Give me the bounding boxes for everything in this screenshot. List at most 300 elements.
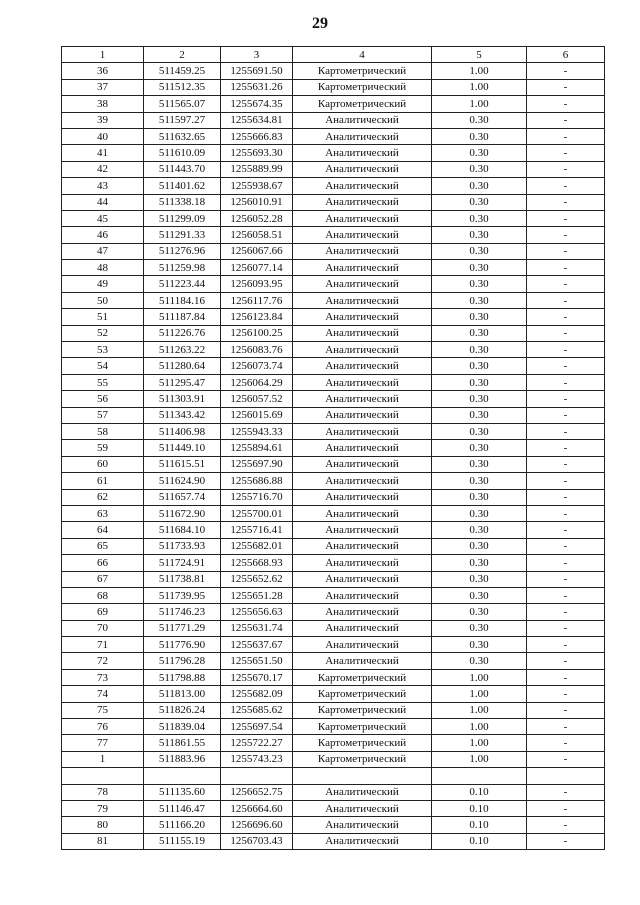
x-coordinate-cell: 511746.23 [144, 604, 221, 620]
y-coordinate-cell: 1256100.25 [221, 325, 293, 341]
x-coordinate-cell: 511657.74 [144, 489, 221, 505]
x-coordinate-cell: 511146.47 [144, 800, 221, 816]
accuracy-cell: 0.30 [432, 227, 527, 243]
table-row [62, 342, 605, 358]
accuracy-cell: 0.30 [432, 210, 527, 226]
table-row [62, 112, 605, 128]
point-number-cell: 65 [62, 538, 144, 554]
table-row [62, 751, 605, 767]
table-row [62, 522, 605, 538]
y-coordinate-cell: 1256093.95 [221, 276, 293, 292]
note-cell: - [527, 735, 605, 751]
table-header [62, 47, 605, 63]
method-cell: Аналитический [293, 358, 432, 374]
accuracy-cell: 1.00 [432, 79, 527, 95]
point-number-cell: 50 [62, 292, 144, 308]
method-cell: Аналитический [293, 538, 432, 554]
method-cell: Аналитический [293, 292, 432, 308]
y-coordinate-cell: 1256696.60 [221, 817, 293, 833]
y-coordinate-cell: 1255697.90 [221, 456, 293, 472]
point-number-cell: 73 [62, 669, 144, 685]
point-number-cell: 74 [62, 686, 144, 702]
method-cell: Аналитический [293, 161, 432, 177]
y-coordinate-cell: 1255634.81 [221, 112, 293, 128]
note-cell: - [527, 423, 605, 439]
accuracy-cell: 1.00 [432, 735, 527, 751]
accuracy-cell: 0.30 [432, 440, 527, 456]
accuracy-cell: 1.00 [432, 751, 527, 767]
x-coordinate-cell: 511796.28 [144, 653, 221, 669]
accuracy-cell: 0.30 [432, 620, 527, 636]
method-cell: Аналитический [293, 587, 432, 603]
x-coordinate-cell: 511338.18 [144, 194, 221, 210]
y-coordinate-cell: 1255652.62 [221, 571, 293, 587]
accuracy-cell [432, 768, 527, 784]
method-cell: Картометрический [293, 669, 432, 685]
point-number-cell: 36 [62, 63, 144, 79]
x-coordinate-cell: 511443.70 [144, 161, 221, 177]
note-cell: - [527, 489, 605, 505]
x-coordinate-cell: 511861.55 [144, 735, 221, 751]
note-cell: - [527, 505, 605, 521]
table-row [62, 194, 605, 210]
y-coordinate-cell: 1255674.35 [221, 96, 293, 112]
method-cell: Аналитический [293, 210, 432, 226]
y-coordinate-cell: 1255637.67 [221, 637, 293, 653]
point-number-cell: 48 [62, 260, 144, 276]
x-coordinate-cell [144, 768, 221, 784]
y-coordinate-cell: 1255651.50 [221, 653, 293, 669]
note-cell: - [527, 309, 605, 325]
y-coordinate-cell: 1256058.51 [221, 227, 293, 243]
x-coordinate-cell: 511226.76 [144, 325, 221, 341]
table-row [62, 391, 605, 407]
x-coordinate-cell: 511263.22 [144, 342, 221, 358]
note-cell: - [527, 653, 605, 669]
accuracy-cell: 0.30 [432, 276, 527, 292]
note-cell: - [527, 178, 605, 194]
table-row [62, 489, 605, 505]
y-coordinate-cell [221, 768, 293, 784]
accuracy-cell: 0.30 [432, 407, 527, 423]
x-coordinate-cell: 511724.91 [144, 555, 221, 571]
y-coordinate-cell: 1256015.69 [221, 407, 293, 423]
x-coordinate-cell: 511597.27 [144, 112, 221, 128]
page-number: 29 [312, 15, 328, 32]
method-cell: Аналитический [293, 423, 432, 439]
x-coordinate-cell: 511184.16 [144, 292, 221, 308]
note-cell: - [527, 587, 605, 603]
column-header: 1 [62, 47, 144, 63]
table-row [62, 79, 605, 95]
point-number-cell: 81 [62, 833, 144, 849]
point-number-cell: 77 [62, 735, 144, 751]
method-cell: Аналитический [293, 407, 432, 423]
x-coordinate-cell: 511738.81 [144, 571, 221, 587]
point-number-cell: 55 [62, 374, 144, 390]
accuracy-cell: 0.10 [432, 784, 527, 800]
method-cell: Аналитический [293, 325, 432, 341]
accuracy-cell: 0.10 [432, 833, 527, 849]
accuracy-cell: 0.30 [432, 456, 527, 472]
note-cell: - [527, 751, 605, 767]
point-number-cell: 52 [62, 325, 144, 341]
accuracy-cell: 1.00 [432, 63, 527, 79]
method-cell: Аналитический [293, 309, 432, 325]
table-row [62, 325, 605, 341]
accuracy-cell: 0.30 [432, 161, 527, 177]
table-row [62, 817, 605, 833]
y-coordinate-cell: 1256057.52 [221, 391, 293, 407]
note-cell: - [527, 96, 605, 112]
note-cell: - [527, 440, 605, 456]
y-coordinate-cell: 1256064.29 [221, 374, 293, 390]
method-cell: Аналитический [293, 178, 432, 194]
x-coordinate-cell: 511610.09 [144, 145, 221, 161]
accuracy-cell: 0.30 [432, 555, 527, 571]
point-number-cell: 62 [62, 489, 144, 505]
point-number-cell: 1 [62, 751, 144, 767]
coordinates-table [61, 46, 605, 850]
note-cell: - [527, 325, 605, 341]
accuracy-cell: 0.30 [432, 604, 527, 620]
x-coordinate-cell: 511839.04 [144, 719, 221, 735]
y-coordinate-cell: 1256067.66 [221, 243, 293, 259]
x-coordinate-cell: 511615.51 [144, 456, 221, 472]
note-cell: - [527, 145, 605, 161]
y-coordinate-cell: 1255894.61 [221, 440, 293, 456]
table-row [62, 587, 605, 603]
accuracy-cell: 0.30 [432, 292, 527, 308]
column-header: 4 [293, 47, 432, 63]
note-cell [527, 768, 605, 784]
point-number-cell: 66 [62, 555, 144, 571]
point-number-cell: 47 [62, 243, 144, 259]
method-cell: Картометрический [293, 719, 432, 735]
accuracy-cell: 0.30 [432, 653, 527, 669]
table-row [62, 423, 605, 439]
y-coordinate-cell: 1255938.67 [221, 178, 293, 194]
y-coordinate-cell: 1256117.76 [221, 292, 293, 308]
note-cell: - [527, 276, 605, 292]
x-coordinate-cell: 511672.90 [144, 505, 221, 521]
point-number-cell: 37 [62, 79, 144, 95]
method-cell: Аналитический [293, 276, 432, 292]
table-row [62, 505, 605, 521]
accuracy-cell: 0.30 [432, 571, 527, 587]
table-row [62, 571, 605, 587]
table-row [62, 768, 605, 784]
method-cell: Аналитический [293, 440, 432, 456]
accuracy-cell: 0.30 [432, 145, 527, 161]
y-coordinate-cell: 1255682.09 [221, 686, 293, 702]
x-coordinate-cell: 511449.10 [144, 440, 221, 456]
table-row [62, 292, 605, 308]
y-coordinate-cell: 1255693.30 [221, 145, 293, 161]
note-cell: - [527, 374, 605, 390]
table-row [62, 555, 605, 571]
accuracy-cell: 0.30 [432, 538, 527, 554]
method-cell: Картометрический [293, 686, 432, 702]
method-cell: Аналитический [293, 604, 432, 620]
column-header: 5 [432, 47, 527, 63]
point-number-cell: 58 [62, 423, 144, 439]
table-row [62, 637, 605, 653]
method-cell: Аналитический [293, 243, 432, 259]
y-coordinate-cell: 1256073.74 [221, 358, 293, 374]
accuracy-cell: 0.30 [432, 489, 527, 505]
column-header: 2 [144, 47, 221, 63]
y-coordinate-cell: 1256123.84 [221, 309, 293, 325]
x-coordinate-cell: 511276.96 [144, 243, 221, 259]
y-coordinate-cell: 1255685.62 [221, 702, 293, 718]
accuracy-cell: 0.30 [432, 112, 527, 128]
note-cell: - [527, 702, 605, 718]
x-coordinate-cell: 511684.10 [144, 522, 221, 538]
x-coordinate-cell: 511771.29 [144, 620, 221, 636]
note-cell: - [527, 637, 605, 653]
accuracy-cell: 0.30 [432, 194, 527, 210]
method-cell: Аналитический [293, 653, 432, 669]
note-cell: - [527, 555, 605, 571]
accuracy-cell: 1.00 [432, 702, 527, 718]
point-number-cell: 67 [62, 571, 144, 587]
note-cell: - [527, 456, 605, 472]
y-coordinate-cell: 1256652.75 [221, 784, 293, 800]
y-coordinate-cell: 1255716.41 [221, 522, 293, 538]
method-cell: Картометрический [293, 702, 432, 718]
method-cell: Картометрический [293, 63, 432, 79]
method-cell: Аналитический [293, 145, 432, 161]
note-cell: - [527, 522, 605, 538]
table-row [62, 473, 605, 489]
table-row [62, 833, 605, 849]
point-number-cell: 60 [62, 456, 144, 472]
table-row [62, 178, 605, 194]
x-coordinate-cell: 511406.98 [144, 423, 221, 439]
point-number-cell: 53 [62, 342, 144, 358]
note-cell: - [527, 292, 605, 308]
point-number-cell: 45 [62, 210, 144, 226]
note-cell: - [527, 800, 605, 816]
method-cell: Картометрический [293, 96, 432, 112]
point-number-cell: 69 [62, 604, 144, 620]
point-number-cell: 72 [62, 653, 144, 669]
table-row [62, 456, 605, 472]
table-row [62, 161, 605, 177]
x-coordinate-cell: 511565.07 [144, 96, 221, 112]
x-coordinate-cell: 511798.88 [144, 669, 221, 685]
accuracy-cell: 0.30 [432, 260, 527, 276]
note-cell: - [527, 473, 605, 489]
y-coordinate-cell: 1255631.26 [221, 79, 293, 95]
accuracy-cell: 0.30 [432, 391, 527, 407]
table-row [62, 374, 605, 390]
y-coordinate-cell: 1256664.60 [221, 800, 293, 816]
method-cell: Аналитический [293, 817, 432, 833]
point-number-cell: 42 [62, 161, 144, 177]
table-row [62, 260, 605, 276]
y-coordinate-cell: 1255686.88 [221, 473, 293, 489]
table-row [62, 653, 605, 669]
method-cell: Аналитический [293, 555, 432, 571]
y-coordinate-cell: 1255631.74 [221, 620, 293, 636]
accuracy-cell: 0.30 [432, 505, 527, 521]
method-cell: Аналитический [293, 374, 432, 390]
y-coordinate-cell: 1256052.28 [221, 210, 293, 226]
table-row [62, 702, 605, 718]
table-row [62, 309, 605, 325]
point-number-cell: 46 [62, 227, 144, 243]
point-number-cell: 39 [62, 112, 144, 128]
table-row [62, 538, 605, 554]
note-cell: - [527, 407, 605, 423]
point-number-cell: 80 [62, 817, 144, 833]
y-coordinate-cell: 1256083.76 [221, 342, 293, 358]
table-row [62, 243, 605, 259]
y-coordinate-cell: 1255943.33 [221, 423, 293, 439]
x-coordinate-cell: 511401.62 [144, 178, 221, 194]
column-header: 3 [221, 47, 293, 63]
point-number-cell: 56 [62, 391, 144, 407]
method-cell: Картометрический [293, 735, 432, 751]
table-row [62, 719, 605, 735]
y-coordinate-cell: 1256077.14 [221, 260, 293, 276]
x-coordinate-cell: 511135.60 [144, 784, 221, 800]
method-cell: Аналитический [293, 489, 432, 505]
method-cell: Аналитический [293, 456, 432, 472]
accuracy-cell: 0.30 [432, 309, 527, 325]
point-number-cell: 79 [62, 800, 144, 816]
point-number-cell: 68 [62, 587, 144, 603]
x-coordinate-cell: 511187.84 [144, 309, 221, 325]
table-row [62, 227, 605, 243]
y-coordinate-cell: 1256010.91 [221, 194, 293, 210]
x-coordinate-cell: 511776.90 [144, 637, 221, 653]
point-number-cell: 71 [62, 637, 144, 653]
accuracy-cell: 0.30 [432, 325, 527, 341]
x-coordinate-cell: 511295.47 [144, 374, 221, 390]
x-coordinate-cell: 511459.25 [144, 63, 221, 79]
note-cell: - [527, 817, 605, 833]
note-cell: - [527, 210, 605, 226]
point-number-cell: 51 [62, 309, 144, 325]
method-cell: Аналитический [293, 833, 432, 849]
column-header: 6 [527, 47, 605, 63]
y-coordinate-cell: 1255651.28 [221, 587, 293, 603]
note-cell: - [527, 227, 605, 243]
table-row [62, 735, 605, 751]
x-coordinate-cell: 511280.64 [144, 358, 221, 374]
table-row [62, 669, 605, 685]
accuracy-cell: 0.10 [432, 817, 527, 833]
point-number-cell: 41 [62, 145, 144, 161]
y-coordinate-cell: 1255716.70 [221, 489, 293, 505]
accuracy-cell: 0.30 [432, 128, 527, 144]
accuracy-cell: 0.30 [432, 358, 527, 374]
x-coordinate-cell: 511291.33 [144, 227, 221, 243]
accuracy-cell: 0.10 [432, 800, 527, 816]
table-row [62, 784, 605, 800]
y-coordinate-cell: 1255700.01 [221, 505, 293, 521]
y-coordinate-cell: 1255743.23 [221, 751, 293, 767]
point-number-cell: 54 [62, 358, 144, 374]
note-cell: - [527, 833, 605, 849]
accuracy-cell: 0.30 [432, 522, 527, 538]
note-cell: - [527, 243, 605, 259]
point-number-cell: 75 [62, 702, 144, 718]
method-cell [293, 768, 432, 784]
table-row [62, 800, 605, 816]
method-cell: Картометрический [293, 79, 432, 95]
point-number-cell: 70 [62, 620, 144, 636]
note-cell: - [527, 358, 605, 374]
method-cell: Аналитический [293, 505, 432, 521]
table-row [62, 63, 605, 79]
x-coordinate-cell: 511512.35 [144, 79, 221, 95]
x-coordinate-cell: 511733.93 [144, 538, 221, 554]
note-cell: - [527, 571, 605, 587]
x-coordinate-cell: 511299.09 [144, 210, 221, 226]
table-row [62, 145, 605, 161]
method-cell: Аналитический [293, 194, 432, 210]
y-coordinate-cell: 1255889.99 [221, 161, 293, 177]
method-cell: Картометрический [293, 751, 432, 767]
point-number-cell [62, 768, 144, 784]
accuracy-cell: 0.30 [432, 374, 527, 390]
x-coordinate-cell: 511343.42 [144, 407, 221, 423]
accuracy-cell: 1.00 [432, 96, 527, 112]
y-coordinate-cell: 1255668.93 [221, 555, 293, 571]
note-cell: - [527, 391, 605, 407]
header-row [62, 47, 605, 63]
point-number-cell: 57 [62, 407, 144, 423]
note-cell: - [527, 128, 605, 144]
x-coordinate-cell: 511155.19 [144, 833, 221, 849]
note-cell: - [527, 538, 605, 554]
method-cell: Аналитический [293, 800, 432, 816]
method-cell: Аналитический [293, 227, 432, 243]
y-coordinate-cell: 1256703.43 [221, 833, 293, 849]
accuracy-cell: 0.30 [432, 473, 527, 489]
note-cell: - [527, 669, 605, 685]
accuracy-cell: 0.30 [432, 178, 527, 194]
accuracy-cell: 1.00 [432, 669, 527, 685]
note-cell: - [527, 342, 605, 358]
point-number-cell: 78 [62, 784, 144, 800]
y-coordinate-cell: 1255722.27 [221, 735, 293, 751]
table-row [62, 210, 605, 226]
method-cell: Аналитический [293, 128, 432, 144]
point-number-cell: 76 [62, 719, 144, 735]
x-coordinate-cell: 511223.44 [144, 276, 221, 292]
note-cell: - [527, 194, 605, 210]
method-cell: Аналитический [293, 391, 432, 407]
table-row [62, 686, 605, 702]
accuracy-cell: 0.30 [432, 587, 527, 603]
accuracy-cell: 0.30 [432, 423, 527, 439]
x-coordinate-cell: 511883.96 [144, 751, 221, 767]
table-row [62, 604, 605, 620]
accuracy-cell: 0.30 [432, 637, 527, 653]
y-coordinate-cell: 1255682.01 [221, 538, 293, 554]
y-coordinate-cell: 1255656.63 [221, 604, 293, 620]
y-coordinate-cell: 1255697.54 [221, 719, 293, 735]
point-number-cell: 64 [62, 522, 144, 538]
note-cell: - [527, 719, 605, 735]
table-row [62, 128, 605, 144]
accuracy-cell: 1.00 [432, 719, 527, 735]
